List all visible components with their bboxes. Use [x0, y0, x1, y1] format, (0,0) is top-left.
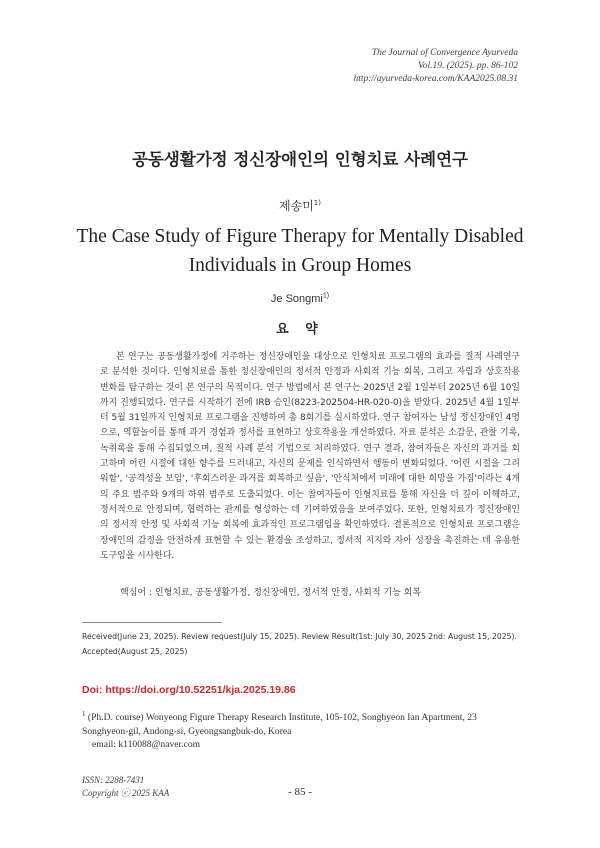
affiliation-email[interactable]: email: k110088@naver.com: [92, 739, 201, 750]
doi-link[interactable]: https://doi.org/10.52251/kja.2025.19.86: [105, 684, 296, 696]
abstract-heading: 요 약: [276, 322, 324, 337]
abstract-body: 본 연구는 공동생활가정에 거주하는 정신장애인을 대상으로 인형치료 프로그램의 효과를 질적 사례연구로 분석한 것이다. 인형치료를 통한 정신장애인의 정서적 안정과 사회적 기능 회복, 그리고 자립과 상호작용 변화를 탐구하는 것이 본 연구의 목적이다. 연구 방법에서 본 연구는 2025년 2월 1일부터 2025년 6월 10일까지 진행되었다. 연구를 시작하기 전에 IRB 승인(8223-202504-HR-020-0)을 받았다. 2025년 4월 1일부터 5월 31일까지 인형치료 프로그램을 진행하여 총 8회기를 실시하였다. 연구 참여자는 남성 정신장애인 4명으로, 역할놀이를 통해 과거 경험과 정서를 표현하고 상호작용을 개선하였다. 자료 분석은 소감문, 관찰 기록, 녹취록을 통해 수집되었으며, 질적 사례 분석 기법으로 처리하였다. 연구 결과, 참여자들은 자신의 과거를 회고하며 어린 시절에 대한 향수를 드러내고, 자신의 문제를 인식하면서 행동이 변화되었다. '어린 시절을 그리워함', '공격성을 보임', '후회스러운 과거를 회복하고 싶음', '안식처에서 미래에 대한 희망을 가짐'이라는 4개의 주요 범주와 9개의 하위 범주로 도출되었다. 이는 참여자들이 인형치료를 통해 자신을 더 깊이 이해하고, 정서적으로 안정되며, 협력하는 관계를 형성하는 데 기여하였음을 보여주었다. 또한, 인형치료가 정신장애인의 정서적 안정 및 사회적 기능 회복에 효과적인 프로그램임을 확인하였다. 결론적으로 인형치료 프로그램은 장애인의 감정을 안전하게 표현할 수 있는 환경을 조성하고, 정서적 지지와 자아 성장을 촉진하는 데 유용한 도구임을 시사한다.: [100, 352, 520, 561]
affiliation-line1: (Ph.D. course) Wonyeong Figure Therapy Research Institute, 105-102, Songhyeon Ian Apartment, 23: [87, 712, 477, 723]
doi-label: Doi:: [82, 684, 103, 696]
journal-volume: Vol.19. (2025). pp. 86-102: [417, 61, 518, 71]
footnote-divider: [82, 622, 222, 623]
korean-author-name: 제송미: [279, 199, 314, 213]
korean-title: 공동생활가정 정신장애인의 인형치료 사례연구: [131, 150, 468, 169]
english-title-line1: The Case Study of Figure Therapy for Mentally Disabled: [76, 226, 524, 247]
affiliation-line2: Songhyeon-gil, Andong-si, Gyeongsangbuk-do, Korea: [82, 725, 292, 737]
affiliation-mark: 1: [82, 709, 86, 718]
english-title: [70, 222, 530, 280]
received-line1: Received(June 23, 2025). Review request(July 15, 2025). Review Result(1st: July 30, 2025 2nd: August 15, 2025).: [82, 632, 517, 641]
korean-author: [0, 197, 600, 214]
english-author: [0, 293, 600, 305]
doi: [82, 684, 296, 696]
english-author-mark: 1): [322, 292, 330, 300]
keywords: 핵심어 : 인형치료, 공동생활가정, 정신장애인, 정서적 안정, 사회적 기능 회복: [120, 588, 422, 598]
affiliation-footnote: [82, 711, 532, 752]
received-line2: Accepted(August 25, 2025): [82, 647, 188, 656]
issn: ISSN: 2288-7431: [82, 775, 145, 785]
english-author-name: Je Songmi: [270, 293, 323, 305]
korean-author-mark: 1): [313, 199, 321, 207]
journal-name: The Journal of Convergence Ayurveda: [371, 48, 518, 58]
received-info: [82, 629, 522, 659]
copyright: Copyright ⓒ 2025 KAA: [82, 788, 170, 798]
journal-url[interactable]: http://ayurveda-korea.com/KAA2025.08.31: [353, 74, 518, 84]
english-title-line2: Individuals in Group Homes: [188, 255, 412, 276]
page-number: - 85 -: [288, 786, 312, 798]
journal-header: [353, 47, 518, 86]
